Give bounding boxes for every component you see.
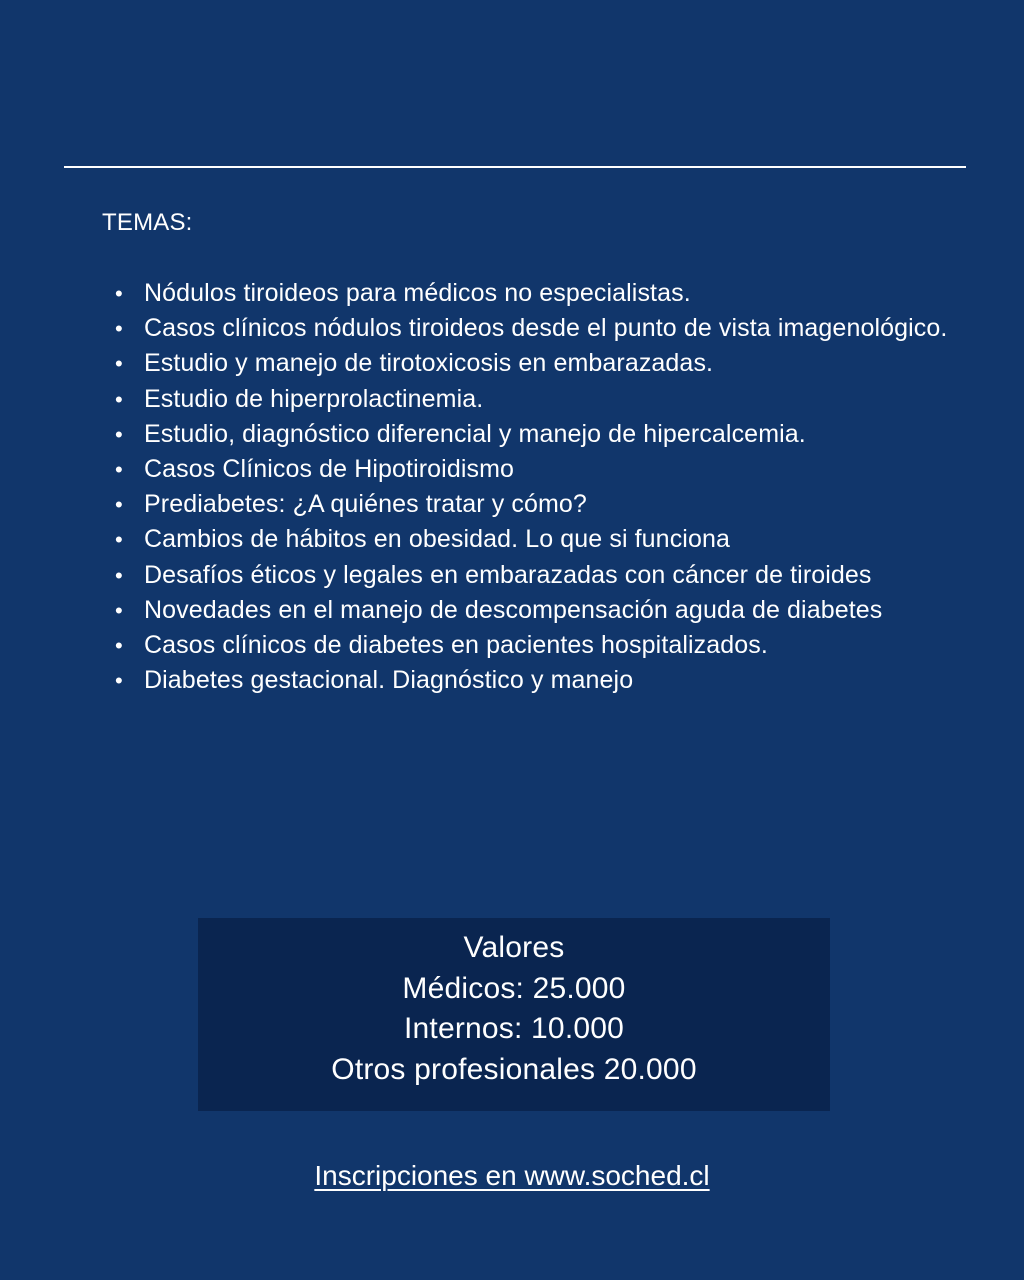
- topic-text: Casos clínicos de diabetes en pacientes hospitalizados.: [144, 631, 768, 660]
- topic-item: [115, 663, 958, 698]
- topic-item: [115, 276, 958, 311]
- topic-item: [115, 311, 958, 346]
- bullet-icon: •: [115, 421, 123, 447]
- bullet-icon: •: [115, 457, 123, 483]
- topic-text: Casos clínicos nódulos tiroideos desde el punto de vista imagenológico.: [144, 314, 948, 343]
- topic-text: Nódulos tiroideos para médicos no especialistas.: [144, 279, 691, 307]
- price-otros: Otros profesionales 20.000: [331, 1052, 697, 1086]
- topic-item: [115, 417, 958, 452]
- bullet-icon: •: [115, 668, 123, 694]
- topic-text: Estudio y manejo de tirotoxicosis en embarazadas.: [144, 349, 714, 378]
- topic-item: [115, 558, 958, 593]
- topic-text: Estudio de hiperprolactinemia.: [144, 384, 484, 413]
- values-title: Valores: [463, 931, 565, 964]
- bullet-icon: •: [115, 492, 123, 518]
- topic-text: Estudio, diagnóstico diferencial y manejo de hipercalcemia.: [144, 419, 806, 448]
- bullet-icon: •: [115, 281, 123, 306]
- topic-item: [115, 593, 958, 628]
- topic-item: [115, 522, 958, 557]
- topic-item: [115, 452, 958, 487]
- bullet-icon: •: [115, 316, 123, 342]
- topic-text: Novedades en el manejo de descompensación aguda de diabetes: [144, 595, 883, 624]
- bullet-icon: •: [115, 386, 123, 412]
- bullet-icon: •: [115, 633, 123, 659]
- topic-text: Prediabetes: ¿A quiénes tratar y cómo?: [144, 490, 587, 519]
- top-divider: [64, 166, 966, 168]
- registration-link[interactable]: Inscripciones en www.soched.cl: [314, 1160, 710, 1191]
- bullet-icon: •: [115, 351, 123, 377]
- topic-item: [115, 346, 958, 381]
- values-box: [198, 918, 830, 1111]
- topic-text: Casos Clínicos de Hipotiroidismo: [144, 455, 515, 484]
- topic-item: [115, 487, 958, 522]
- topic-item: [115, 382, 958, 417]
- topic-item: [115, 628, 958, 663]
- bullet-icon: •: [115, 562, 123, 588]
- topic-text: Diabetes gestacional. Diagnóstico y manejo: [144, 666, 634, 695]
- topic-text: Cambios de hábitos en obesidad. Lo que si funciona: [144, 525, 730, 554]
- price-medicos: Médicos: 25.000: [402, 971, 626, 1005]
- topic-list: [115, 276, 958, 698]
- temas-heading: TEMAS:: [102, 209, 193, 236]
- bullet-icon: •: [115, 527, 123, 553]
- price-internos: Internos: 10.000: [403, 1012, 625, 1046]
- topic-text: Desafíos éticos y legales en embarazadas con cáncer de tiroides: [144, 560, 872, 589]
- bullet-icon: •: [115, 597, 123, 623]
